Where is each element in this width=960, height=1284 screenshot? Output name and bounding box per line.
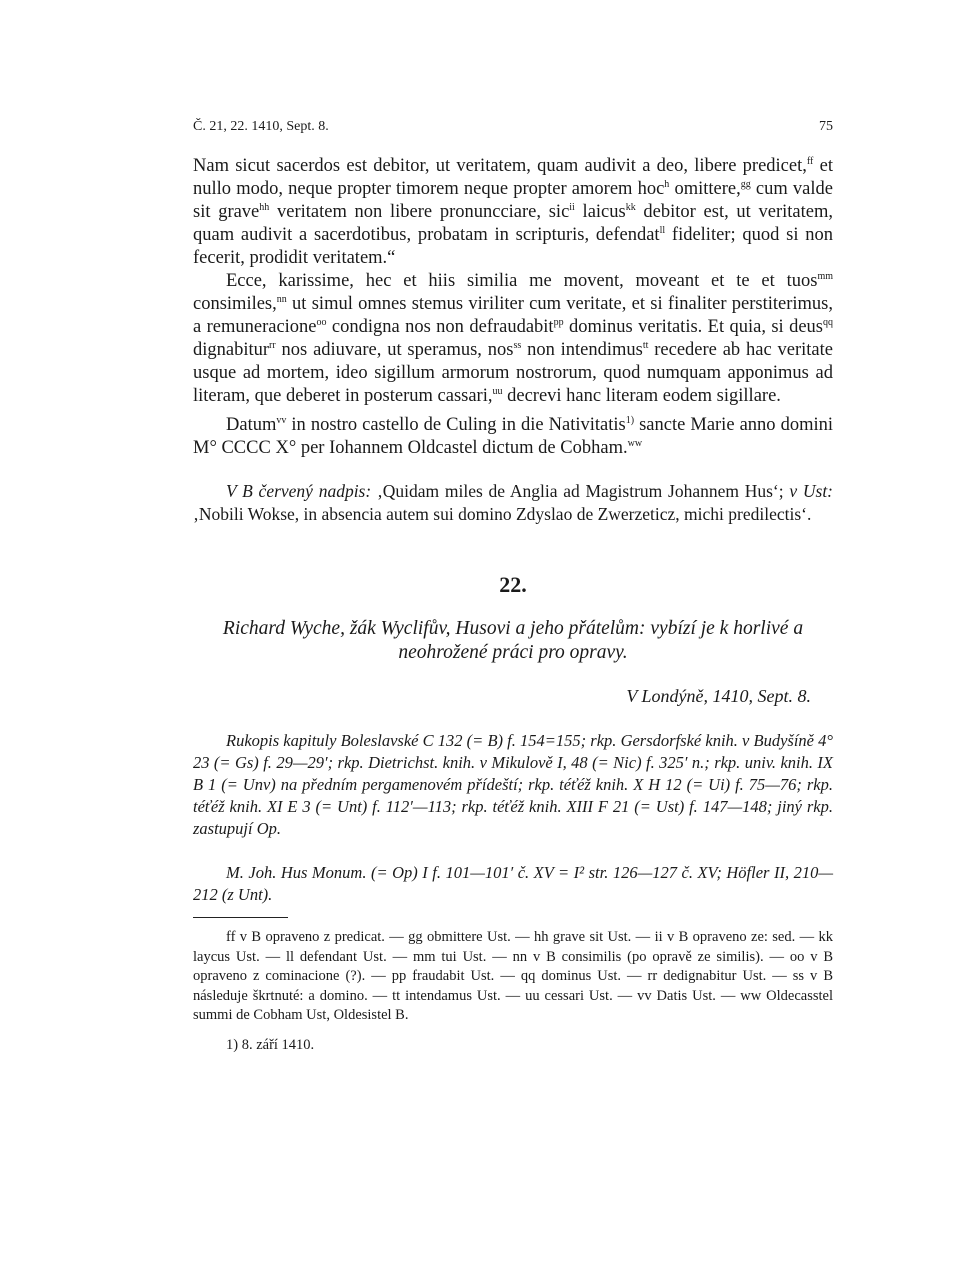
page-number: 75 xyxy=(819,119,833,134)
paragraph-2: Ecce, karissime, hec et hiis similia me movent, moveant et te et tuos$^{mm}$ consimiles,$^{nn}$ ut simul omnes stemus viriliter cum veritate, et si finaliter perstiterimus, a remuneracione$^{oo}$ condigna nos non defraudabit$^{pp}$ dominus veritatis. Et quia, si deus$^{qq}$ dignabitur$^{rr}$ nos adiuvare, ut speramus, nos$^{ss}$ non intendimus$^{tt}$ recedere ab hac veritate usque ad mortem, ideo sigillum armorum nostrorum, quod numquam apponimus ad literam, que deberet in posterum cassari,$^{uu}$ decrevi hanc literam eodem sigillare. xyxy=(193,271,833,406)
footnote-divider xyxy=(193,917,288,918)
document-title: Richard Wyche, žák Wyclifův, Husovi a jeho přátelům: vybízí je k horlivé a neohrožené práci pro opravy. xyxy=(222,618,804,663)
sources-manuscripts: Rukopis kapituly Boleslavské C 132 (= B) f. 154=155; rkp. Gersdorfské knih. v Budyšíně 4° 23 (= Gs) f. 29—29′; rkp. Dietrichst. knih. v Mikulově I, 48 (= Nic) f. 325′ n.; rkp. univ. knih. IX B 1 (= Unv) na předním pergamenovém přídeští; rkp. téťéž knih. X H 12 (= Ui) f. 75—76; rkp. téťéž knih. XI E 3 (= Unt) f. 112′—113; rkp. téťéž knih. XIII F 21 (= Ust) f. 147—148; jiný rkp. zastupují Op. xyxy=(193,731,833,838)
paragraph-1: Nam sicut sacerdos est debitor, ut veritatem, quam audivit a deo, libere predicet,$^{ff}$ et nullo modo, neque propter timorem neque propter amorem hoc$^h$ omittere,$^{gg}$ cum valde sit grave$^{hh}$ veritatem non libere pronuncciare, sic$^{ii}$ laicus$^{kk}$ debitor est, ut veritatem, quam audivit a sacerdotibus, probatam in scripturis, defendat$^{ll}$ fideliter; quod si non fecerit, prodidit veritatem.“ xyxy=(193,156,834,268)
text-body xyxy=(193,155,833,1057)
manuscript-note: V B červený nadpis: ‚Quidam miles de Anglia ad Magistrum Johannem Hus‘; v Ust: ‚Nobili Wokse, in absencia autem sui domino Zdyslao de Zwerzeticz, michi predilectis‘. xyxy=(193,481,834,524)
footnote-date: 1) 8. září 1410. xyxy=(226,1036,315,1053)
footnotes-apparatus: ff v B opraveno z predicat. — gg obmittere Ust. — hh grave sit Ust. — ii v B opraveno ze: sed. — kk laycus Ust. — ll defendant Ust. — mm tui Ust. — nn v B consimilis (po opravě ze similis). — oo v B opraveno z cominacione (?). — pp fraudabit Ust. — qq dominus Ust. — rr dedignabitur Ust. — ss v B následuje škrtnuté: a domino. — tt intendamus Ust. — uu cessari Ust. — vv Datis Ust. — ww Oldecasstel summi de Cobham Ust, Oldesistel B. xyxy=(193,929,833,1023)
dateline: V Londýně, 1410, Sept. 8. xyxy=(626,686,811,706)
sources-editions: M. Joh. Hus Monum. (= Op) I f. 101—101′ č. XV = I² str. 126—127 č. XV; Höfler II, 210—212 (z Unt). xyxy=(193,863,833,904)
header-reference: Č. 21, 22. 1410, Sept. 8. xyxy=(193,119,329,134)
paragraph-3: Datum$^{vv}$ in nostro castello de Culing in die Nativitatis$^{1)}$ sancte Marie anno domini M° CCCC X° per Iohannem Oldcastel dictum de Cobham.$^{ww}$ xyxy=(193,415,833,458)
document-number: 22. xyxy=(499,572,527,597)
